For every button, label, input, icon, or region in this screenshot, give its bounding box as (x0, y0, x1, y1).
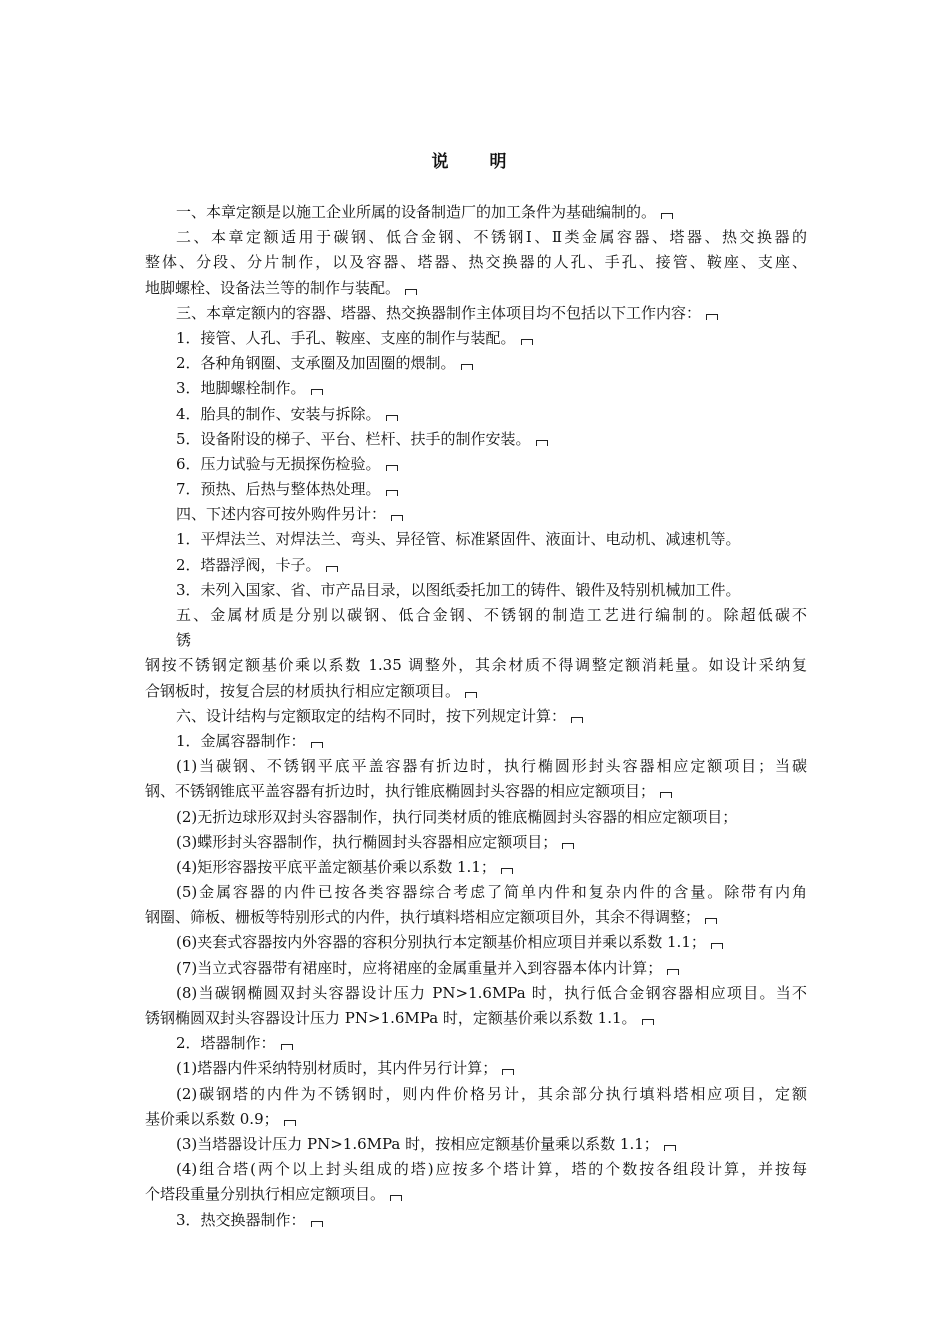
paragraph-mark-icon (386, 465, 398, 471)
paragraph-line (145, 326, 807, 351)
paragraph-line (145, 225, 807, 250)
line-text: 钢、不锈钢锥底平盖容器有折边时，执行锥底椭圆封头容器的相应定额项目； (145, 782, 656, 801)
line-text: (4)矩形容器按平底平盖定额基价乘以系数 1.1； (176, 857, 496, 876)
paragraph-mark-icon (281, 1044, 293, 1050)
paragraph-line (145, 553, 807, 578)
paragraph-line (145, 930, 807, 955)
paragraph-line (145, 653, 807, 678)
paragraph-line (145, 200, 807, 225)
paragraph-mark-icon (571, 717, 583, 723)
paragraph-mark-icon (386, 415, 398, 421)
paragraph-line (145, 956, 807, 981)
line-text: 7．预热、后热与整体热处理。 (176, 480, 381, 499)
paragraph-line (145, 1157, 807, 1182)
document-body (145, 200, 807, 1233)
paragraph-line (145, 779, 807, 804)
paragraph-line (145, 1107, 807, 1132)
paragraph-mark-icon (711, 943, 723, 949)
line-text: 合钢板时，按复合层的材质执行相应定额项目。 (145, 681, 461, 700)
line-text: 3．未列入国家、省、市产品目录，以图纸委托加工的铸件、锻件及特别机械加工件。 (176, 580, 741, 599)
paragraph-mark-icon (502, 1069, 514, 1075)
paragraph-line (145, 729, 807, 754)
line-text: 5．设备附设的梯子、平台、栏杆、扶手的制作安装。 (176, 429, 531, 448)
paragraph-mark-icon (661, 213, 673, 219)
paragraph-line (145, 452, 807, 477)
line-text: (4)组合塔(两个以上封头组成的塔)应按多个塔计算，塔的个数按各组段计算，并按每 (176, 1160, 807, 1179)
paragraph-mark-icon (664, 1145, 676, 1151)
paragraph-line (145, 427, 807, 452)
paragraph-line (145, 830, 807, 855)
line-text: 钢按不锈钢定额基价乘以系数 1.35 调整外，其余材质不得调整定额消耗量。如设计采纳复 (145, 656, 807, 675)
paragraph-line (145, 704, 807, 729)
paragraph-line (145, 603, 807, 628)
paragraph-line (145, 754, 807, 779)
paragraph-mark-icon (562, 843, 574, 849)
paragraph-line (145, 880, 807, 905)
paragraph-line (145, 276, 807, 301)
paragraph-line (145, 527, 807, 552)
line-text: 基价乘以系数 0.9； (145, 1109, 279, 1128)
paragraph-mark-icon (326, 566, 338, 572)
line-text: 1．金属容器制作： (176, 731, 306, 750)
paragraph-mark-icon (461, 364, 473, 370)
line-text: 2．各种角钢圈、支承圈及加固圈的煨制。 (176, 354, 456, 373)
line-text: 六、设计结构与定额取定的结构不同时，按下列规定计算： (176, 706, 567, 725)
paragraph-line (145, 1208, 807, 1233)
line-text: (2)碳钢塔的内件为不锈钢时，则内件价格另计，其余部分执行填料塔相应项目，定额 (176, 1084, 807, 1103)
line-text: 个塔段重量分别执行相应定额项目。 (145, 1185, 386, 1204)
paragraph-mark-icon (706, 314, 718, 320)
paragraph-mark-icon (521, 339, 533, 345)
paragraph-line (145, 855, 807, 880)
paragraph-mark-icon (391, 515, 403, 521)
paragraph-line (145, 351, 807, 376)
paragraph-line (145, 402, 807, 427)
line-text: 2．塔器制作： (176, 1034, 276, 1053)
paragraph-mark-icon (405, 289, 417, 295)
line-text: (3)当塔器设计压力 PN>1.6MPa 时，按相应定额基价量乘以系数 1.1； (176, 1134, 659, 1153)
line-text: 五、金属材质是分别以碳钢、低合金钢、不锈钢的制造工艺进行编制的。除超低碳不 (176, 606, 807, 624)
paragraph-line (145, 1056, 807, 1081)
line-text: (7)当立式容器带有裙座时，应将裙座的金属重量并入到容器本体内计算； (176, 958, 663, 977)
line-text: (1)塔器内件采纳特别材质时，其内件另行计算； (176, 1059, 498, 1078)
paragraph-mark-icon (642, 1019, 654, 1025)
paragraph-line (145, 1082, 807, 1107)
line-text: 6．压力试验与无损探伤检验。 (176, 454, 381, 473)
line-text: 地脚螺栓、设备法兰等的制作与装配。 (145, 278, 401, 297)
line-text: (5)金属容器的内件已按各类容器综合考虑了简单内件和复杂内件的含量。除带有内角 (176, 883, 807, 902)
line-text: 3．热交换器制作： (176, 1210, 306, 1229)
paragraph-mark-icon (705, 918, 717, 924)
paragraph-line (145, 981, 807, 1006)
line-text: (8)当碳钢椭圆双封头容器设计压力 PN>1.6MPa 时，执行低合金钢容器相应项目。当不 (176, 983, 807, 1002)
paragraph-mark-icon (390, 1195, 402, 1201)
line-text: 一、本章定额是以施工企业所属的设备制造厂的加工条件为基础编制的。 (176, 203, 657, 221)
line-text: 3．地脚螺栓制作。 (176, 379, 306, 398)
line-text: (6)夹套式容器按内外容器的容积分别执行本定额基价相应项目并乘以系数 1.1； (176, 933, 706, 952)
paragraph-mark-icon (465, 692, 477, 698)
paragraph-line (145, 1132, 807, 1157)
line-text: 4．胎具的制作、安装与拆除。 (176, 404, 381, 423)
line-text: 2．塔器浮阀，卡子。 (176, 555, 321, 574)
paragraph-mark-icon (311, 389, 323, 395)
paragraph-line (145, 805, 807, 830)
line-text: (1)当碳钢、不锈钢平底平盖容器有折边时，执行椭圆形封头容器相应定额项目；当碳 (176, 757, 807, 776)
paragraph-mark-icon (311, 1221, 323, 1227)
paragraph-line (145, 477, 807, 502)
paragraph-line (145, 502, 807, 527)
line-text: 1．接管、人孔、手孔、鞍座、支座的制作与装配。 (176, 328, 516, 347)
paragraph-line (145, 301, 807, 326)
paragraph-line (145, 250, 807, 275)
paragraph-line (145, 1006, 807, 1031)
paragraph-mark-icon (284, 1120, 296, 1126)
line-text: 整体、分段、分片制作，以及容器、塔器、热交换器的人孔、手孔、接管、鞍座、支座、 (145, 253, 807, 272)
page-title: 说 明 (431, 152, 519, 172)
paragraph-mark-icon (386, 490, 398, 496)
paragraph-mark-icon (667, 969, 679, 975)
line-text: 1．平焊法兰、对焊法兰、弯头、异径管、标准紧固件、液面计、电动机、减速机等。 (176, 530, 741, 549)
paragraph-mark-icon (501, 868, 513, 874)
line-text: 锈钢椭圆双封头容器设计压力 PN>1.6MPa 时，定额基价乘以系数 1.1。 (145, 1009, 637, 1027)
line-text: 三、本章定额内的容器、塔器、热交换器制作主体项目均不包括以下工作内容： (176, 303, 702, 322)
paragraph-line (145, 578, 807, 603)
line-text: (3)蝶形封头容器制作，执行椭圆封头容器相应定额项目； (176, 832, 558, 851)
paragraph-mark-icon (660, 792, 672, 798)
paragraph-line (145, 1182, 807, 1207)
paragraph-line (145, 679, 807, 704)
paragraph-line (145, 1031, 807, 1056)
paragraph-mark-icon (311, 742, 323, 748)
line-text: 四、下述内容可按外购件另计： (176, 505, 387, 524)
paragraph-mark-icon (536, 440, 548, 446)
line-text: 钢圈、筛板、栅板等特别形式的内件，执行填料塔相应定额项目外，其余不得调整； (145, 908, 701, 927)
line-text: (2)无折边球形双封头容器制作，执行同类材质的锥底椭圆封头容器的相应定额项目； (176, 807, 738, 826)
line-text: 锈 (176, 631, 192, 650)
paragraph-line (145, 905, 807, 930)
line-text: 二、本章定额适用于碳钢、低合金钢、不锈钢Ⅰ、Ⅱ类金属容器、塔器、热交换器的 (176, 228, 807, 247)
paragraph-line (145, 628, 807, 653)
paragraph-line (145, 376, 807, 401)
